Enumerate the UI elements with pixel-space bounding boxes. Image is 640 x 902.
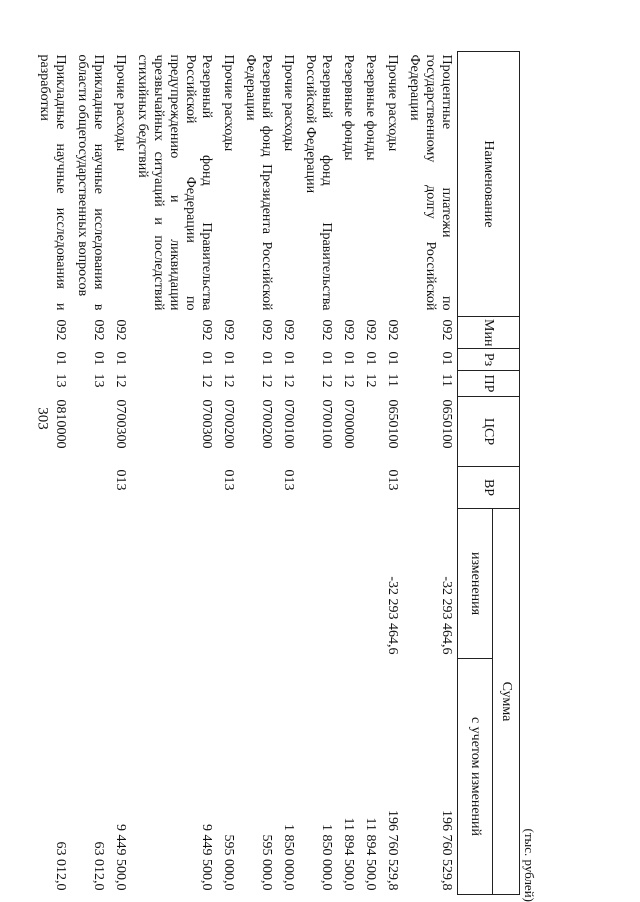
header-name: Наименование [458, 52, 520, 317]
row-pr: 12 [363, 373, 378, 388]
row-vr [239, 467, 277, 509]
row-vr [403, 467, 458, 509]
row-rz: 01 [53, 351, 68, 366]
row-rz: 01 [439, 351, 454, 366]
table-row [277, 52, 299, 895]
row-name: Прикладные научные исследования в области общегосударственных вопросов [75, 54, 106, 311]
row-change [131, 509, 217, 659]
row-rz: 01 [385, 351, 400, 366]
table-row [381, 52, 403, 895]
row-change [239, 509, 277, 659]
table-body [33, 52, 458, 895]
row-change [33, 509, 71, 659]
row-pr: 11 [439, 373, 454, 387]
row-total: 595 000,0 [259, 834, 274, 891]
table-row [299, 52, 337, 895]
row-change [277, 509, 299, 659]
table-row [33, 52, 71, 895]
row-change [359, 509, 381, 659]
row-name: Резервный фонд Президента Российской Федерации [243, 54, 274, 311]
row-rz: 01 [341, 351, 356, 366]
row-name: Прочие расходы [385, 54, 400, 152]
row-csr: 0700100 [281, 399, 296, 449]
row-min: 092 [341, 319, 356, 341]
row-change [217, 509, 239, 659]
table-row [131, 52, 217, 895]
table-row [71, 52, 109, 895]
row-vr [71, 467, 109, 509]
row-csr: 0700000 [341, 399, 356, 449]
row-name: Прочие расходы [281, 54, 296, 152]
row-min: 092 [53, 319, 68, 341]
row-vr [33, 467, 71, 509]
row-vr [359, 467, 381, 509]
row-csr: 0650100 [385, 399, 400, 449]
row-name: Прочие расходы [113, 54, 128, 152]
row-min: 092 [363, 319, 378, 341]
row-min: 092 [439, 319, 454, 341]
row-pr: 13 [53, 373, 68, 388]
row-change [299, 509, 337, 659]
row-rz: 01 [259, 351, 274, 366]
row-pr: 12 [281, 373, 296, 388]
page-number: 303 [34, 407, 51, 430]
row-csr: 0700100 [319, 399, 334, 449]
header-with-changes: с учетом изменений [458, 659, 493, 895]
row-csr: 0700300 [113, 399, 128, 449]
table-header [458, 52, 520, 895]
row-vr: 013 [221, 469, 236, 491]
row-min: 092 [221, 319, 236, 341]
header-min: Мин [458, 317, 520, 349]
row-pr: 12 [341, 373, 356, 388]
row-name: Резервный фонд Правительства Российской Федерации [303, 54, 334, 311]
row-name: Прикладные научные исследования и разработки [37, 54, 68, 311]
row-total: 1 850 000,0 [319, 824, 334, 891]
row-change [337, 509, 359, 659]
row-pr: 12 [113, 373, 128, 388]
row-csr: 0650100 [439, 399, 454, 449]
row-csr: 0700200 [259, 399, 274, 449]
row-csr [71, 397, 109, 467]
header-csr: ЦСР [458, 397, 520, 467]
row-csr: 0810000 [53, 399, 68, 449]
row-total: 63 012,0 [53, 841, 68, 891]
header-rz: Рз [458, 349, 520, 371]
header-vr: ВР [458, 467, 520, 509]
row-total: 11 894 500,0 [341, 817, 356, 891]
row-total: 1 850 000,0 [281, 824, 296, 891]
budget-table [33, 51, 520, 895]
row-rz: 01 [319, 351, 334, 366]
row-pr: 13 [91, 373, 106, 388]
units-label: (тыс. рублей) [522, 828, 537, 902]
row-change [109, 509, 131, 659]
row-min: 092 [281, 319, 296, 341]
row-vr [299, 467, 337, 509]
row-csr: 0700300 [199, 399, 214, 449]
row-min: 092 [259, 319, 274, 341]
row-total: 9 449 500,0 [199, 824, 214, 891]
row-change: -32 293 464,6 [439, 576, 454, 655]
row-vr [337, 467, 359, 509]
row-rz: 01 [91, 351, 106, 366]
row-min: 092 [319, 319, 334, 341]
table-row [239, 52, 277, 895]
row-total: 11 894 500,0 [363, 817, 378, 891]
table-row [359, 52, 381, 895]
table-row [217, 52, 239, 895]
row-vr: 013 [281, 469, 296, 491]
row-csr [359, 397, 381, 467]
row-total: 196 760 529,8 [385, 810, 400, 891]
row-rz: 01 [221, 351, 236, 366]
row-total: 63 012,0 [91, 841, 106, 891]
row-min: 092 [199, 319, 214, 341]
row-total: 196 760 529,8 [439, 810, 454, 891]
table-row [109, 52, 131, 895]
row-vr: 013 [385, 469, 400, 491]
table-row [403, 52, 458, 895]
table-row [337, 52, 359, 895]
row-pr: 12 [221, 373, 236, 388]
row-pr: 12 [319, 373, 334, 388]
row-vr: 013 [113, 469, 128, 491]
row-pr: 11 [385, 373, 400, 387]
header-pr: ПР [458, 371, 520, 397]
row-rz: 01 [113, 351, 128, 366]
row-name: Резервные фонды [363, 54, 378, 161]
row-total: 595 000,0 [221, 834, 236, 891]
row-pr: 12 [259, 373, 274, 388]
row-csr: 0700200 [221, 399, 236, 449]
row-min: 092 [113, 319, 128, 341]
row-change: -32 293 464,6 [385, 576, 400, 655]
row-vr [131, 467, 217, 509]
row-rz: 01 [363, 351, 378, 366]
row-name: Прочие расходы [221, 54, 236, 152]
row-rz: 01 [281, 351, 296, 366]
row-change [71, 509, 109, 659]
row-total: 9 449 500,0 [113, 824, 128, 891]
row-min: 092 [91, 319, 106, 341]
row-name: Резервный фонд Правительства Российской Федерации по предупреждению и ликвидации чрезвычайных ситуаций и последствий стихийных бедствий [135, 54, 214, 311]
row-name: Резервные фонды [341, 54, 356, 161]
header-sum: Сумма [493, 509, 520, 895]
row-min: 092 [385, 319, 400, 341]
row-name: Процентные платежи по государственному долгу Российской Федерации [407, 54, 454, 311]
header-changes: изменения [458, 509, 493, 659]
row-pr: 12 [199, 373, 214, 388]
row-rz: 01 [199, 351, 214, 366]
